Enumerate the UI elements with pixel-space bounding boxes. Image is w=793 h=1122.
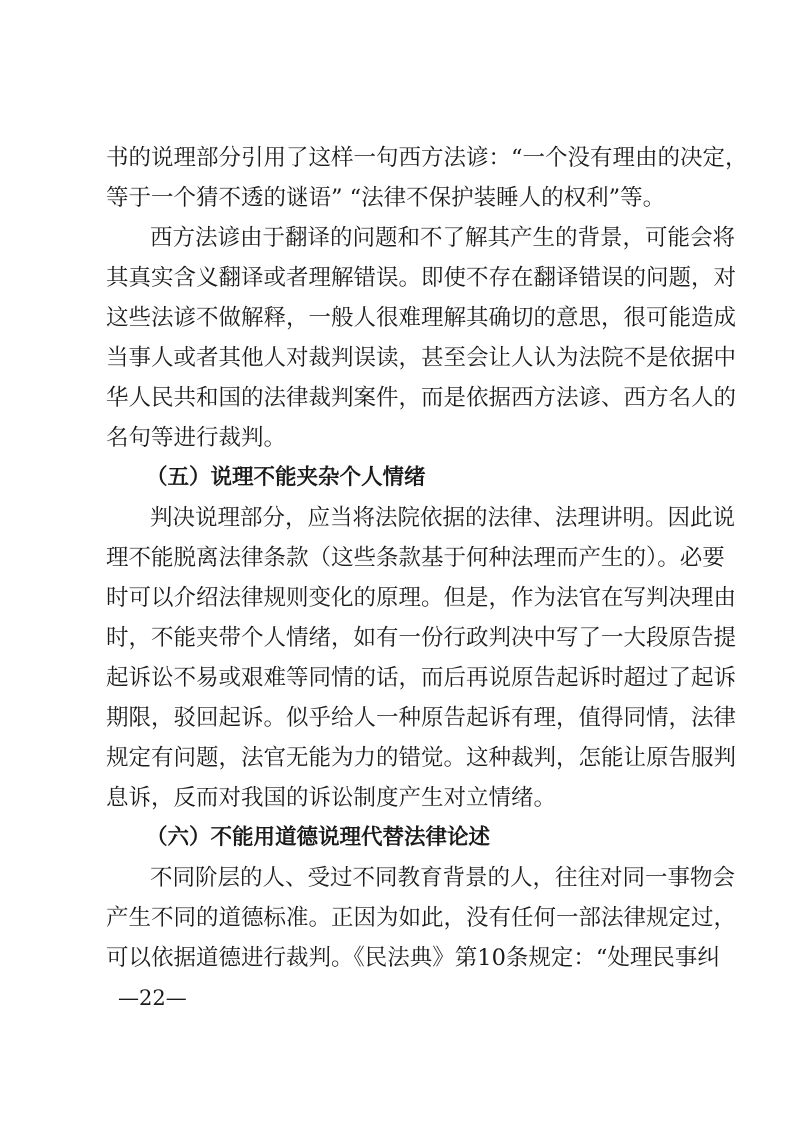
body-line: 名句等进行裁判。 (106, 425, 287, 451)
body-line: 起诉讼不易或艰难等同情的话，而后再说原告起诉时超过了起诉 (106, 665, 737, 691)
body-line: 时可以介绍法律规则变化的原理。但是，作为法官在写判决理由 (106, 585, 737, 611)
section-heading: （五）说理不能夹杂个人情绪 (146, 465, 426, 490)
body-line: 规定有问题，法官无能为力的错觉。这种裁判，怎能让原告服判 (106, 745, 737, 771)
body-line: 产生不同的道德标准。正因为如此，没有任何一部法律规定过， (106, 905, 737, 931)
body-line: 息诉，反而对我国的诉讼制度产生对立情绪。 (106, 785, 557, 811)
body-line: 这些法谚不做解释，一般人很难理解其确切的意思，很可能造成 (106, 305, 737, 331)
body-line: 判决说理部分，应当将法院依据的法律、法理讲明。因此说 (150, 505, 736, 531)
body-line: 期限，驳回起诉。似乎给人一种原告起诉有理，值得同情，法律 (106, 705, 737, 731)
document-body (106, 138, 748, 978)
body-line: 书的说理部分引用了这样一句西方法谚：“一个没有理由的决定， (106, 145, 748, 171)
section-heading: （六）不能用道德说理代替法律论述 (146, 825, 491, 850)
body-line: 当事人或者其他人对裁判误读，甚至会让人认为法院不是依据中 (106, 345, 737, 371)
body-line: 可以依据道德进行裁判。《民法典》第10条规定：“处理民事纠 (106, 945, 720, 971)
page-number: —22— (118, 986, 187, 1010)
body-line: 理不能脱离法律条款（这些条款基于何种法理而产生的）。必要 (106, 545, 725, 571)
body-line: 等于一个猜不透的谜语” “法律不保护装睡人的权利”等。 (106, 185, 666, 211)
body-line: 不同阶层的人、受过不同教育背景的人，往往对同一事物会 (150, 865, 736, 891)
body-line: 华人民共和国的法律裁判案件，而是依据西方法谚、西方名人的 (106, 385, 737, 411)
body-line: 其真实含义翻译或者理解错误。即使不存在翻译错误的问题，对 (106, 265, 737, 291)
body-line: 西方法谚由于翻译的问题和不了解其产生的背景，可能会将 (150, 225, 736, 251)
body-line: 时，不能夹带个人情绪，如有一份行政判决中写了一大段原告提 (106, 625, 737, 651)
